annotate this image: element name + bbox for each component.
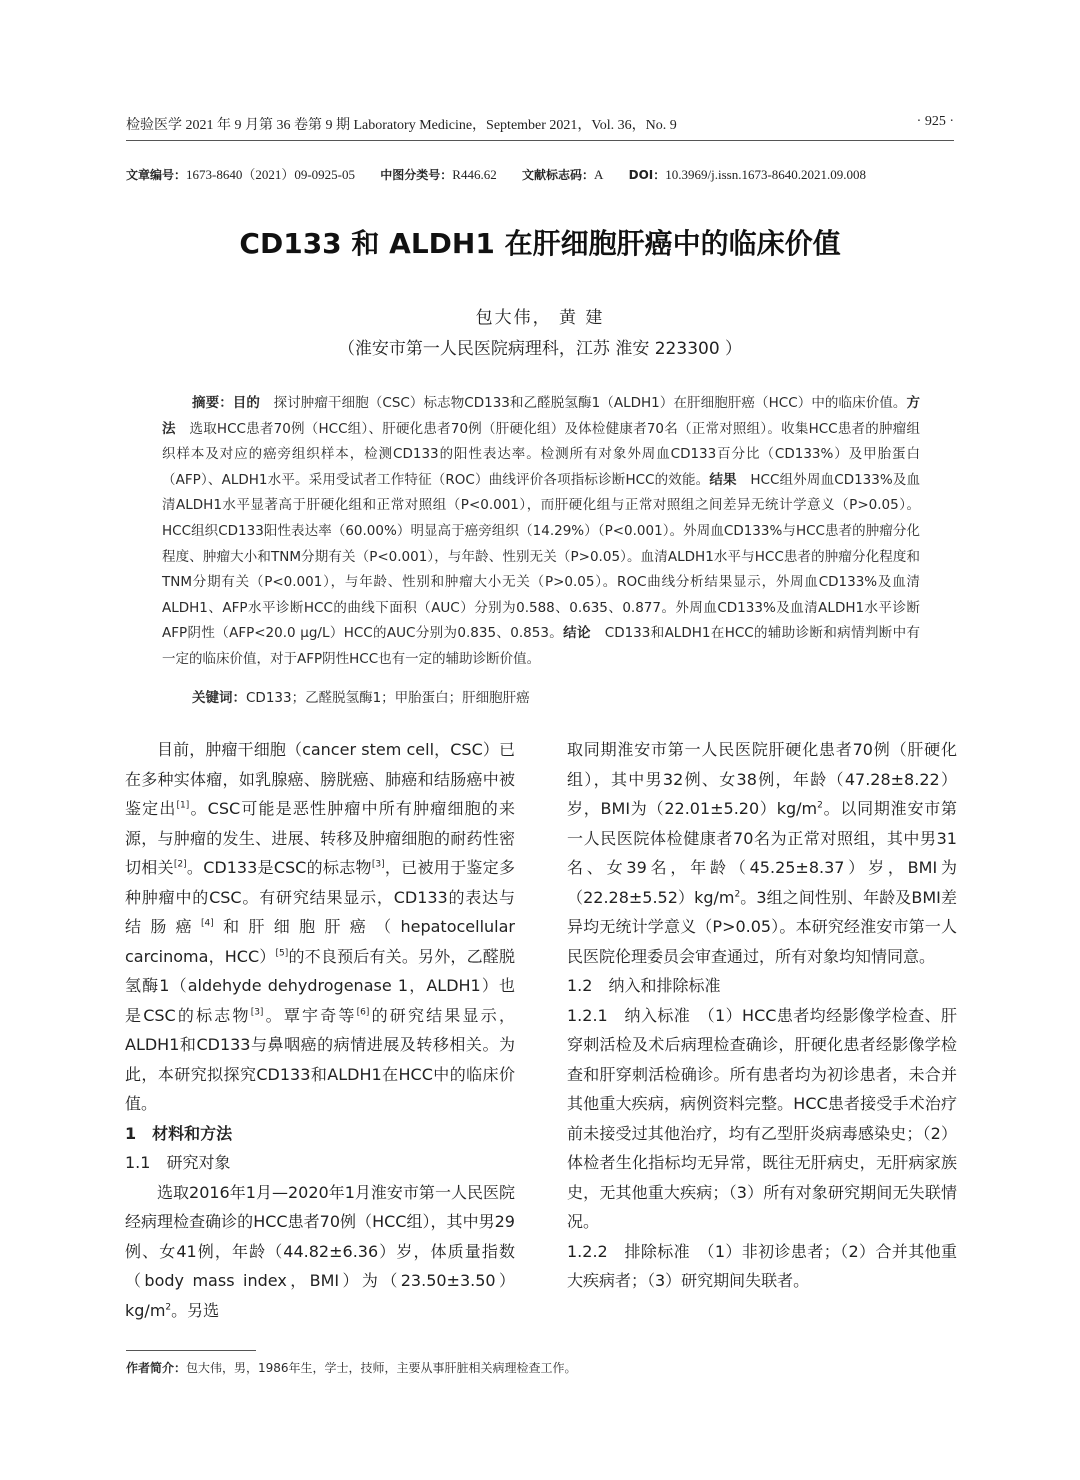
- body-column-right: [567, 735, 957, 1296]
- authors: 包大伟， 黄 建: [475, 308, 605, 328]
- affiliation: （淮安市第一人民医院病理科，江苏 淮安 223300 ）: [337, 339, 743, 359]
- subsection-heading: 1.2 纳入和排除标准: [567, 976, 721, 995]
- citation[interactable]: [3]: [371, 859, 385, 870]
- keywords-label: 关键词：: [192, 690, 246, 706]
- citation[interactable]: [4]: [201, 918, 214, 929]
- abstract-results: HCC组外周血CD133%及血清ALDH1水平显著高于肝硬化组和正常对照组（P<0.001），而肝硬化组与正常对照组之间差异无统计学意义（P>0.05）。HCC组织CD133阳性表达率（60.00%）明显高于癌旁组织（14.29%）（P<0.001）。外周血CD133%与HCC患者的肿瘤分化程度、肿瘤大小和TNM分期有关（P<0.001），与年龄、性别无关（P>0.05）。血清ALDH1水平与HCC患者的肿瘤分化程度和TNM分期有关（P<0.001），与年龄、性别和肿瘤大小无关（P>0.05）。ROC曲线分析结果显示，外周血CD133%及血清ALDH1、AFP水平诊断HCC的曲线下面积（AUC）分别为0.588、0.635、0.877。外周血CD133%及血清ALDH1水平诊断AFP阴性（AFP<20.0 μg/L）HCC的AUC分别为0.835、0.853。: [162, 471, 921, 642]
- page-number: · 925 ·: [916, 114, 954, 129]
- keywords-text: CD133；乙醛脱氢酶1；甲胎蛋白；肝细胞肝癌: [246, 690, 530, 706]
- subjects-paragraph: 选取2016年1月—2020年1月淮安市第一人民医院经病理检查确诊的HCC患者70例（HCC组），其中男29例、女41例，年龄（44.82±6.36）岁，体质量指数（body mass index，BMI）为$(23.50\pm 3.50)kg/m^2$。另选: [125, 1182, 515, 1320]
- section-heading: 1 材料和方法: [125, 1123, 233, 1143]
- footnote-label: 作者简介：: [126, 1361, 187, 1375]
- clc-number: 中图分类号：R446.62: [380, 167, 497, 182]
- article-meta: [126, 164, 866, 183]
- abstract-methods: 选取HCC患者70例（HCC组）、肝硬化患者70例（肝硬化组）及体检健康者70名（正常对照组）。收集HCC患者的肿瘤组织样本及对应的癌旁组织样本，检测CD133的阳性表达率。检测所有对象外周血CD133百分比（CD133%）及甲胎蛋白（AFP）、ALDH1水平。采用受试者工作特征（ROC）曲线评价各项指标诊断HCC的效能。: [162, 420, 920, 488]
- abstract-label: 摘要：目的: [192, 395, 260, 411]
- abstract: [162, 391, 920, 673]
- footnote-divider: [126, 1350, 256, 1351]
- running-head: [126, 114, 954, 141]
- abstract-conclusion: CD133和ALDH1在HCC的辅助诊断和病情判断中有一定的临床价值，对于AFP阴性HCC也有一定的辅助诊断价值。: [162, 625, 921, 667]
- author-footnote: [126, 1359, 577, 1376]
- methods-label: 方法: [162, 395, 921, 437]
- inclusion-criteria: 1.2.1 纳入标准 （1）HCC患者均经影像学检查、肝穿刺活检及术后病理检查确诊，肝硬化患者经影像学检查和肝穿刺活检确诊。所有患者均为初诊患者，未合并其他重大疾病，病例资料完整。HCC患者接受手术治疗前未接受过其他治疗，均有乙型肝炎病毒感染史；（2）体检者生化指标均无异常，既往无肝病史，无肝病家族史，无其他重大疾病；（3）所有对象研究期间无失联情况。: [567, 1005, 957, 1231]
- article-title: CD133 和 ALDH1 在肝细胞肝癌中的临床价值: [239, 227, 841, 260]
- body-column-left: [125, 735, 515, 1325]
- running-head-journal: 检验医学 2021 年 9 月第 36 卷第 9 期 Laboratory Medicine，September 2021，Vol. 36，No. 9: [126, 118, 677, 133]
- subsection-heading: 1.1 研究对象: [125, 1153, 231, 1172]
- footnote-text: 包大伟，男，1986年生，学士，技师，主要从事肝脏相关病理检查工作。: [186, 1361, 577, 1375]
- intro-paragraph: 目前，肿瘤干细胞（cancer stem cell，CSC）已在多种实体瘤，如乳腺癌、膀胱癌、肺癌和结肠癌中被鉴定出[1]。CSC可能是恶性肿瘤中所有肿瘤细胞的来源，与肿瘤的发生、进展、转移及肿瘤细胞的耐药性密切相关[2]。CD133是CSC的标志物[3]，已被用于鉴定多种肿瘤中的CSC。有研究结果显示，CD133的表达与结肠癌[4]和肝细胞肝癌（hepatocellular carcinoma，HCC）[5]的不良预后有关。另外，乙醛脱氢酶1（aldehyde dehydrogenase 1，ALDH1）也是CSC的标志物[3]。覃宇奇等[6]的研究结果显示，ALDH1和CD133与鼻咽癌的病情进展及转移相关。为此，本研究拟探究CD133和ALDH1在HCC中的临床价值。: [125, 740, 515, 1113]
- exclusion-criteria: 1.2.2 排除标准 （1）非初诊患者；（2）合并其他重大疾病者；（3）研究期间失联者。: [567, 1241, 957, 1290]
- keywords: [192, 686, 530, 706]
- citation[interactable]: [6]: [356, 1007, 370, 1018]
- document-code: 文献标志码：A: [521, 167, 604, 182]
- doi[interactable]: DOI：10.3969/j.issn.1673-8640.2021.09.008: [628, 167, 867, 182]
- citation[interactable]: [1]: [176, 800, 190, 811]
- abstract-aim: 探讨肿瘤干细胞（CSC）标志物CD133和乙醛脱氢酶1（ALDH1）在肝细胞肝癌（HCC）中的临床价值。: [273, 395, 907, 411]
- citation[interactable]: [2]: [173, 859, 187, 870]
- article-number: 文章编号：1673-8640（2021）09-0925-05: [126, 167, 356, 182]
- citation[interactable]: [5]: [275, 948, 289, 959]
- subjects-paragraph-continued: 取同期淮安市第一人民医院肝硬化患者70例（肝硬化组），其中男32例、女38例，年龄（47.28±8.22）岁，BMI为$(22.01\pm 5.20)kg/m^2$。以同期淮安市第一人民医院体检健康者70名为正常对照组，其中男31名、女39名，年龄（45.25±8.37）岁，BMI为$(22.28\pm 5.52)kg/m^2$。3组之间性别、年龄及BMI差异均无统计学意义（P>0.05）。本研究经淮安市第一人民医院伦理委员会审查通过，所有对象均知情同意。: [567, 740, 957, 966]
- results-label: 结果: [709, 471, 737, 488]
- citation[interactable]: [3]: [250, 1007, 264, 1018]
- conclusion-label: 结论: [563, 625, 591, 642]
